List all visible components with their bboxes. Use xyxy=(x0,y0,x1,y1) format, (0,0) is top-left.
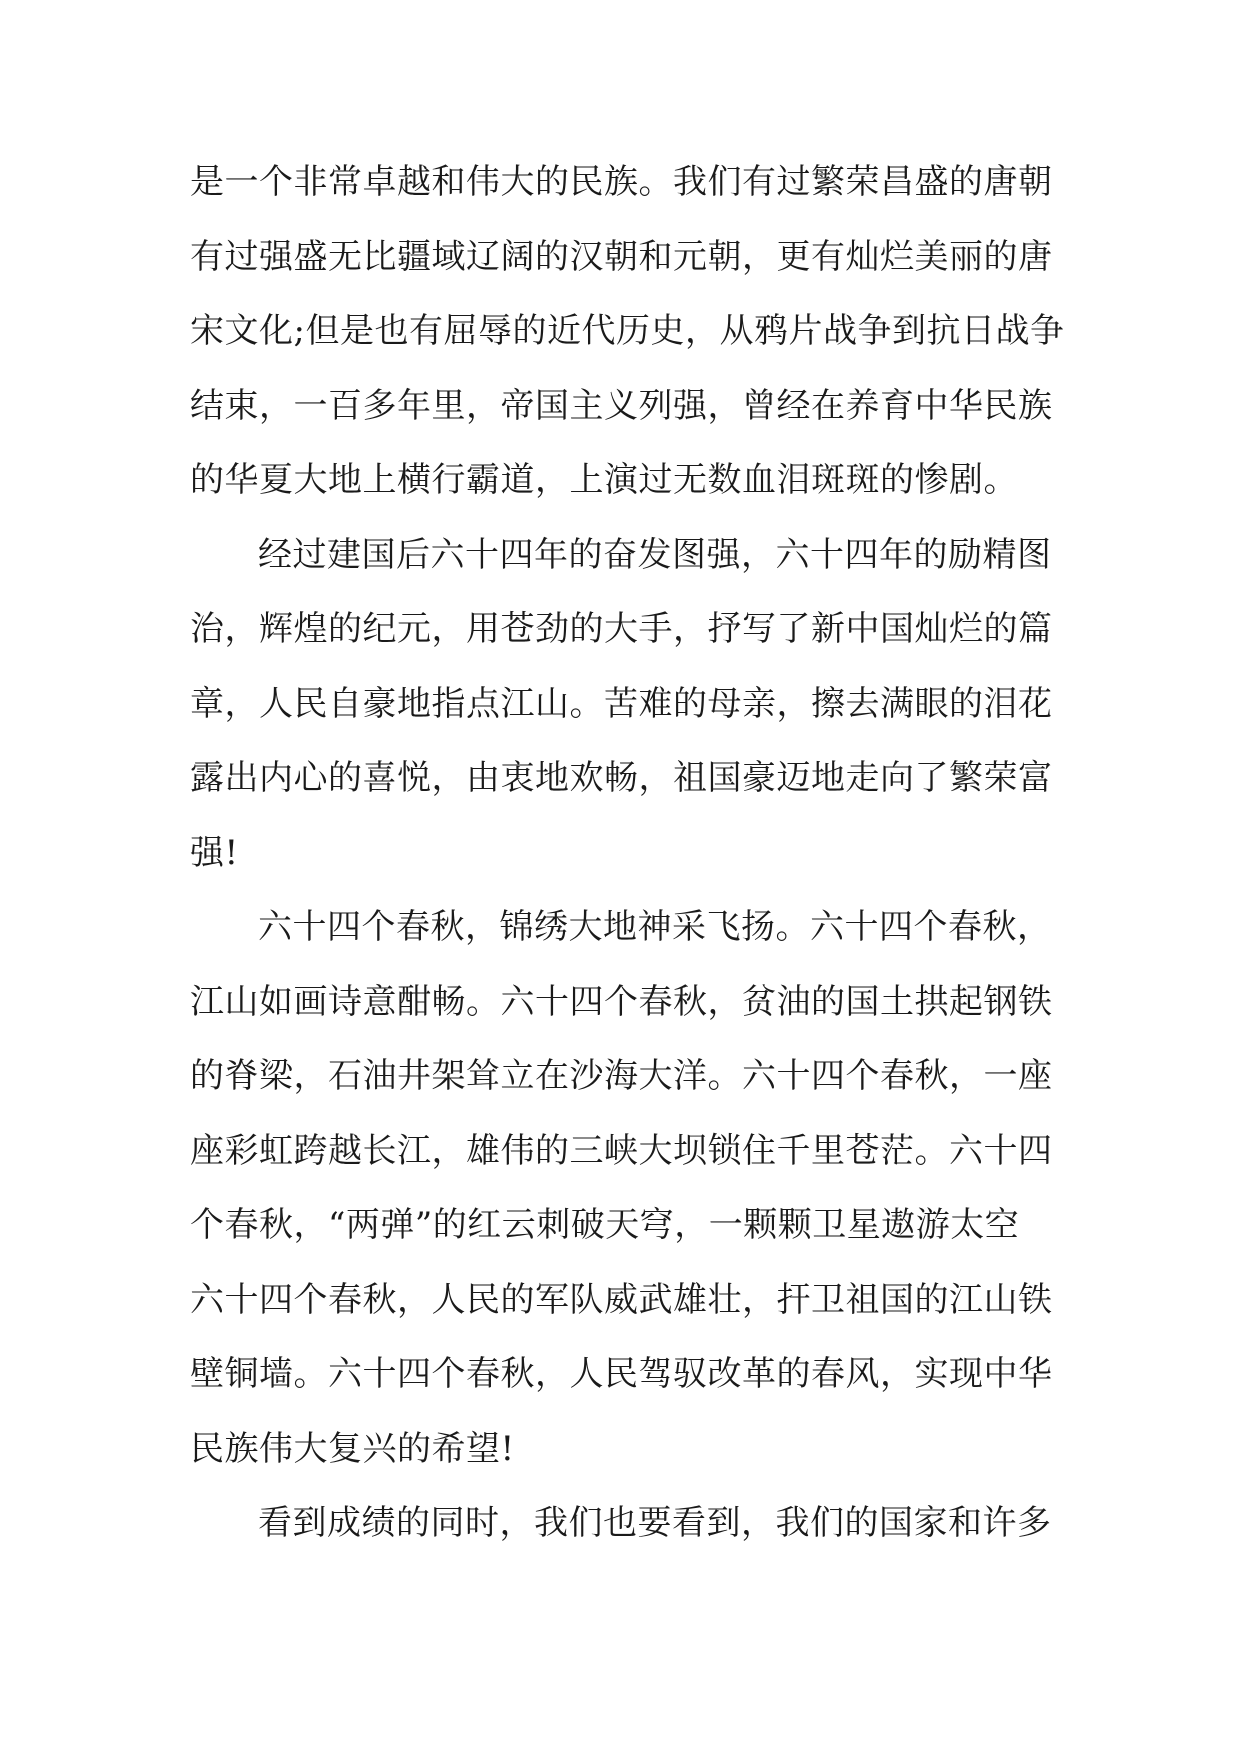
text-line: 的脊梁，石油井架耸立在沙海大洋。六十四个春秋，一座 xyxy=(190,1056,1053,1096)
text-line: 个春秋，“两弹”的红云刺破天穹，一颗颗卫星遨游太空 xyxy=(190,1205,1020,1245)
text-line: 章，人民自豪地指点江山。苦难的母亲，擦去满眼的泪花 xyxy=(190,683,1053,724)
text-line: 江山如画诗意酣畅。六十四个春秋，贫油的国土拱起钢铁 xyxy=(190,981,1053,1022)
paragraph-first-line: 经过建国后六十四年的奋发图强，六十四年的励精图 xyxy=(258,534,1052,575)
text-line: 强! xyxy=(190,832,239,873)
text-line: 露出内心的喜悦，由衷地欢畅，祖国豪迈地走向了繁荣富 xyxy=(190,758,1053,798)
text-line: 治，辉煌的纪元，用苍劲的大手，抒写了新中国灿烂的篇 xyxy=(190,609,1053,649)
text-line: 民族伟大复兴的希望! xyxy=(190,1428,515,1469)
paragraph-first-line: 看到成绩的同时，我们也要看到，我们的国家和许多 xyxy=(258,1503,1052,1543)
paragraph-first-line: 六十四个春秋，锦绣大地神采飞扬。六十四个春秋， xyxy=(258,907,1052,947)
body-text xyxy=(190,162,1065,1581)
text-line: 六十四个春秋，人民的军队威武雄壮，扞卫祖国的江山铁 xyxy=(190,1279,1053,1320)
text-line: 座彩虹跨越长江，雄伟的三峡大坝锁住千里苍茫。六十四 xyxy=(190,1130,1053,1171)
text-line: 宋文化;但是也有屈辱的近代历史，从鸦片战争到抗日战争 xyxy=(190,311,1065,351)
text-line: 结束，一百多年里，帝国主义列强，曾经在养育中华民族 xyxy=(190,385,1053,426)
text-line: 有过强盛无比疆域辽阔的汉朝和元朝，更有灿烂美丽的唐 xyxy=(190,236,1053,277)
text-line: 的华夏大地上横行霸道，上演过无数血泪斑斑的惨剧。 xyxy=(190,460,1018,500)
text-line: 壁铜墙。六十四个春秋，人民驾驭改革的春风，实现中华 xyxy=(190,1354,1053,1394)
text-line: 是一个非常卓越和伟大的民族。我们有过繁荣昌盛的唐朝 xyxy=(190,162,1053,202)
